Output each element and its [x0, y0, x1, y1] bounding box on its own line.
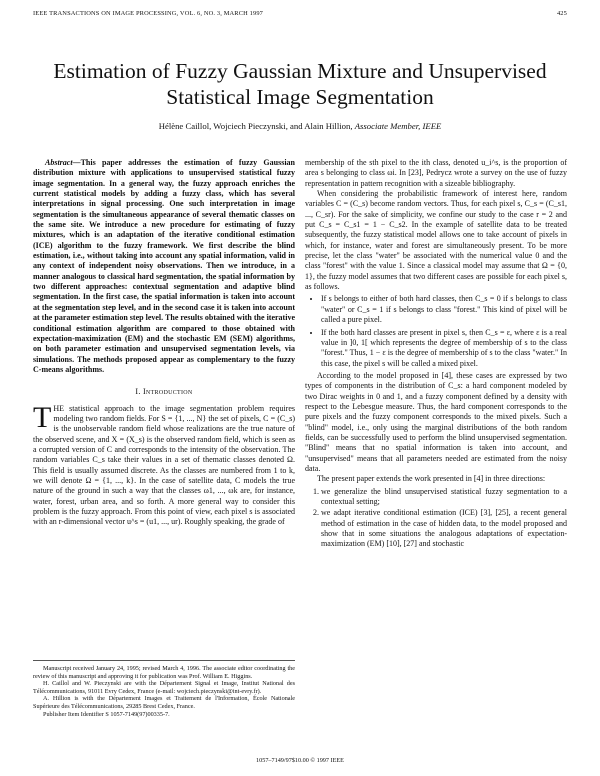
section-heading: I. Introduction [135, 387, 193, 397]
author-names: Hélène Caillol, Wojciech Pieczynski, and Alain Hillion, [158, 121, 353, 131]
right-column [305, 158, 567, 744]
right-paragraph-4: The present paper extends the work presented in [4] in three directions: [317, 474, 546, 484]
intro-text: HE statistical approach to the image segmentation problem requires modeling two random fields. For S = {1, ..., N} the set of pixels, C = (C_s) is the unobservable random field whose realizations are the true nature of the observed scene, and X = (X_s) is the observed random field, which is seen as a corrupted version of C and corresponds to the intensity of the observation. The random variables C_s take their values in a set of thematic classes denoted Ω. This field is usually assumed discrete. As the classes are numbered from 1 to k, we will denote Ω = {1, ..., k}. In the case of satellite data, C models the true nature of the ground in such a way that the classes ω1, ..., ωk are, for instance, water, forest, urban area, and so forth. A more general way to consider this problem is the fuzzy approach. From this point of view, each pixel s is associated with an r-dimensional vector u^s = (u1, ..., ur). Roughly speaking, the grade of [33, 403, 295, 527]
direction-2: 2. we adapt iterative conditional estimation (ICE) [3], [25], a recent general method of estimation in the case of hidden data, to the model proposed and show that in some situations the analogous adaptations of expectation-maximization (EM) [10], [27] and stochastic [321, 508, 567, 549]
footnotes [33, 660, 295, 718]
right-paragraph-2: When considering the probabilistic framework of interest here, random variables C = (C_s) become random vectors. Thus, for each pixel s, C_s = (C_s1, ..., C_sr). For the sake of simplicity, we confine our study to the case r = 2 and put C_s = C_s1 = 1 − C_s2. In the example of satellite data to be treated subsequently, the fuzzy statistical model allows one to take account of pixels in which, for instance, water and forest are simultaneously present. To be more precise, let the class "water" be associated with the numerical value 0 and the class "forest" with the value 1. Since a classical model may assume that Ω = {0, 1}, the fuzzy model assumes that two different cases are possible for each pixel s, as follows. [305, 189, 567, 292]
footnote-manuscript: Manuscript received January 24, 1995; revised March 4, 1996. The associate editor coordinating the review of this manuscript and approving it for publication was Prof. William E. Higgins. [33, 665, 295, 680]
author-line [30, 121, 570, 131]
directions-list [305, 487, 567, 550]
author-membership: Associate Member, IEEE [354, 121, 442, 131]
footnote-identifier: Publisher Item Identifier S 1057-7149(97)00335-7. [43, 710, 170, 718]
abstract-lead: Abstract— [45, 158, 81, 167]
journal-header: IEEE TRANSACTIONS ON IMAGE PROCESSING, VOL. 6, NO. 3, MARCH 1997 [33, 10, 264, 17]
copyright-footer: 1057–7149/97$10.00 © 1997 IEEE [256, 757, 344, 764]
abstract-text: This paper addresses the estimation of fuzzy Gaussian distribution mixture with applications to unsupervised statistical fuzzy image segmentation. In a general way, the fuzzy approach enriches the current statistical models by adding a fuzzy class, which has several interpretations in signal processing. One such interpretation in image segmentation is the simultaneous appearance of several thematic classes on the same site. We introduce a new procedure for estimating of fuzzy mixtures, which is an adaptation of the iterative conditional estimation (ICE) algorithm to the fuzzy framework. We first describe the blind estimation, i.e., without taking into account any spatial information, valid in any context of independent noisy observations. Then we introduce, in a manner analogous to classical hard segmentation, the spatial information by two different approaches: contextual segmentation and adaptive blind segmentation. In the first case, the spatial information is taken into account at the segmentation step level, and in the second case it is taken into account at the parameter estimation step level. The results obtained with the iterative conditional estimation algorithm are compared to those obtained with expectation-maximization (EM) and the stochastic EM (SEM) algorithms, on both parameter estimation and unsupervised segmentation levels, via simulations. The methods proposed appear as complementary to the fuzzy C-means algorithms. [33, 158, 295, 374]
case-mixed-pixel: • If the both hard classes are present in pixel s, then C_s = ε, where ε is a real value in ]0, 1[ which represents the degree of membership of s to the class "forest." Thus, 1 − ε is the degree of membership of s to the class "water." In this case, the pixel s will be called a mixed pixel. [321, 328, 567, 369]
running-header [33, 10, 567, 17]
intro-paragraph [33, 400, 295, 528]
case-pure-pixel: • If s belongs to either of both hard classes, then C_s = 0 if s belongs to class "water" or C_s = 1 if s belongs to class "forest." This kind of pixel will be called a pure pixel. [321, 294, 567, 325]
left-column [33, 158, 295, 744]
right-paragraph-3: According to the model proposed in [4], these cases are expressed by two types of components in the distribution of C_s: a hard component modeled by two Dirac weights in 0 and 1, and a fuzzy component defined by a density with respect to the Lebesgue measure. Thus, the hard component corresponds to the pure pixels and the fuzzy component corresponds to the mixed pixels. Such a "blind" model, i.e., only using the marginal distributions of the both random fields, can be successfully used to perform the blind unsupervised segmentation. "Blind" means that no spatial information is taken into account, and "unsupervised" means that all parameters needed are estimated from the noisy data. [305, 370, 567, 473]
paper-title: Estimation of Fuzzy Gaussian Mixture and Unsupervised Statistical Image Segmentation [53, 59, 547, 109]
footnote-affiliation-2: A. Hillion is with the Département Images et Traitement de l'Information, École Nationale Supérieure des Télécommunications, 29285 Brest Cedex, France. [33, 695, 295, 710]
direction-1: 1. we generalize the blind unsupervised statistical fuzzy segmentation to a contextual setting; [321, 487, 567, 508]
footnote-affiliation-1: H. Caillol and W. Pieczynski are with the Département Signal et Image, Institut National des Télécommunications, 91011 Evry Cedex, France (e-mail: wojciech.pieczynski@int-evry.fr). [33, 680, 295, 695]
case-list [305, 294, 567, 368]
dropcap: T [33, 400, 52, 434]
page-number: 425 [556, 10, 567, 17]
abstract [33, 158, 295, 375]
right-paragraph-1: membership of the sth pixel to the ith class, denoted u_i^s, is the proportion of area s belonging to class ωi. In [23], Pedrycz wrote a survey on the use of fuzzy representation in pattern recognition with a sizeable bibliography. [305, 158, 567, 188]
